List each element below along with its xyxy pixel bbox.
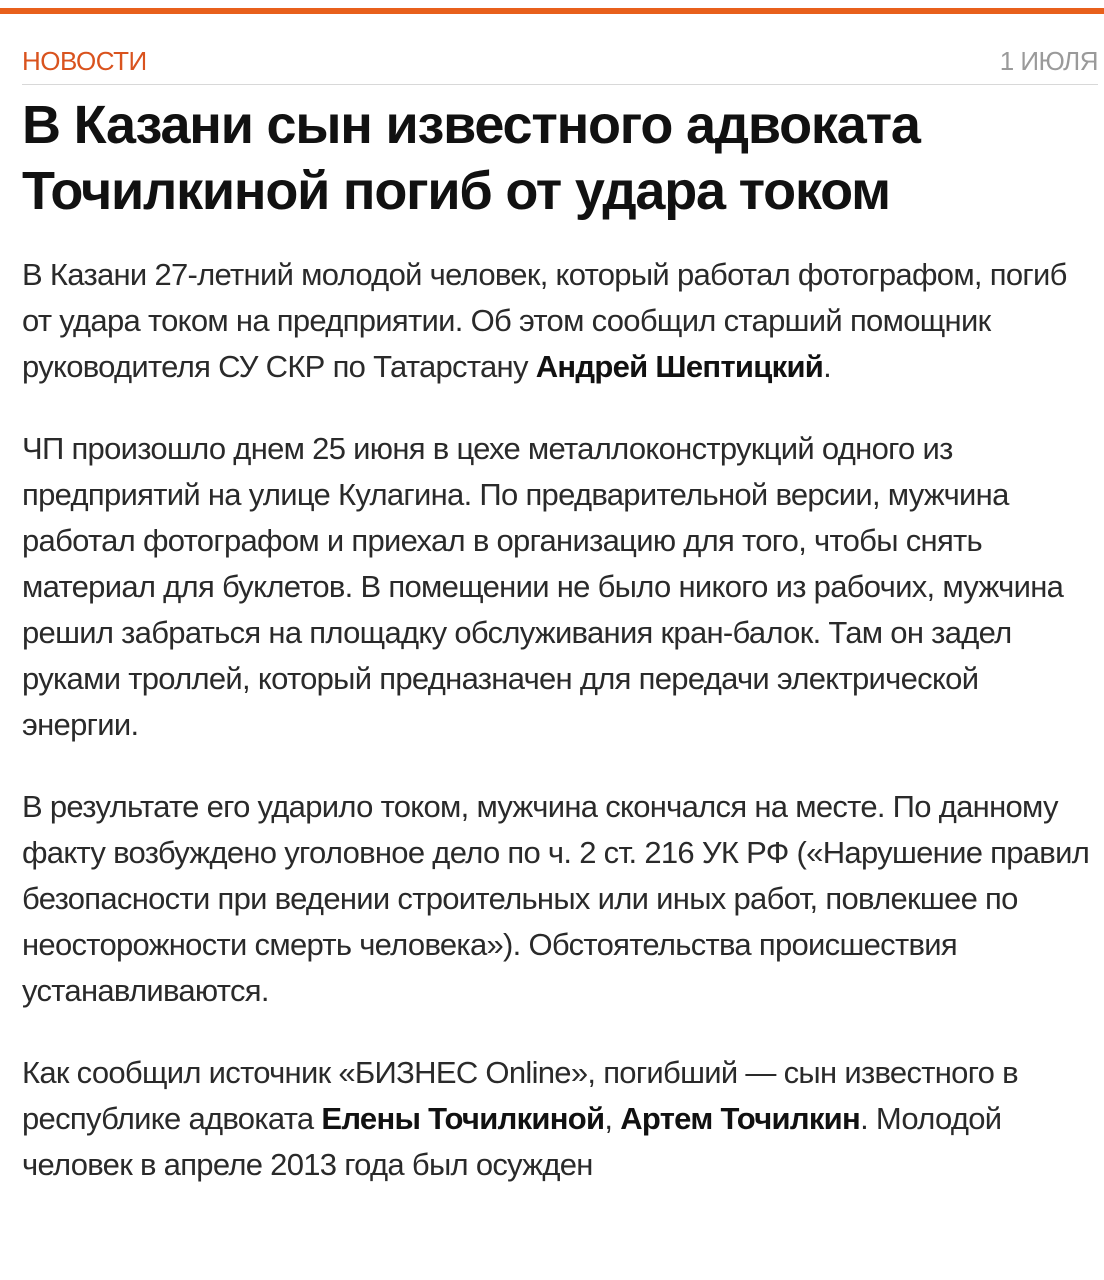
person-name: Артем Точилкин (620, 1101, 861, 1136)
paragraph-2 (22, 426, 1096, 748)
paragraph-text: В результате его ударило током, мужчина скончался на месте. По данному факту возбуждено уголовное дело по ч. 2 ст. 216 УК РФ («Нарушение правил безопасности при ведении строительных или иных работ, повлекшее по неосторожности смерть человека»). Обстоятельства происшествия устанавливаются. (22, 789, 1090, 1008)
paragraph-text: , (604, 1101, 621, 1136)
article-title: В Казани сын известного адвоката Точилкиной погиб от удара током (22, 95, 920, 221)
rubric-link[interactable]: НОВОСТИ (22, 46, 147, 76)
paragraph-text: ЧП произошло днем 25 июня в цехе металлоконструкций одного из предприятий на улице Кулагина. По предварительной версии, мужчина работал фотографом и приехал в организацию для того, чтобы снять материал для буклетов. В помещении не было никого из рабочих, мужчина решил забраться на площадку обслуживания кран-балок. Там он задел руками троллей, который предназначен для передачи электрической энергии. (22, 431, 1064, 742)
paragraph-4 (22, 1050, 1096, 1188)
paragraph-text: . (823, 349, 832, 384)
paragraph-text: В Казани 27-летний молодой человек, который работал фотографом, погиб от удара током на предприятии. Об этом сообщил старший помощник руководителя СУ СКР по Татарстану (22, 257, 1067, 384)
top-bar (0, 0, 1104, 14)
paragraph-1 (22, 252, 1096, 390)
paragraph-3 (22, 784, 1096, 1014)
paragraph-text: Как сообщил источник «БИЗНЕС Online», погибший — сын известного в республике адвоката (22, 1055, 1018, 1136)
accent-line (0, 8, 1104, 14)
paragraph-text: . Молодой человек в апреле 2013 года был осужден (22, 1101, 1002, 1182)
person-name: Андрей Шептицкий (535, 349, 824, 384)
article-meta (22, 44, 1098, 85)
article-body (22, 252, 1096, 1224)
publish-date: 1 ИЮЛЯ (999, 46, 1098, 76)
person-name: Елены Точилкиной (321, 1101, 605, 1136)
